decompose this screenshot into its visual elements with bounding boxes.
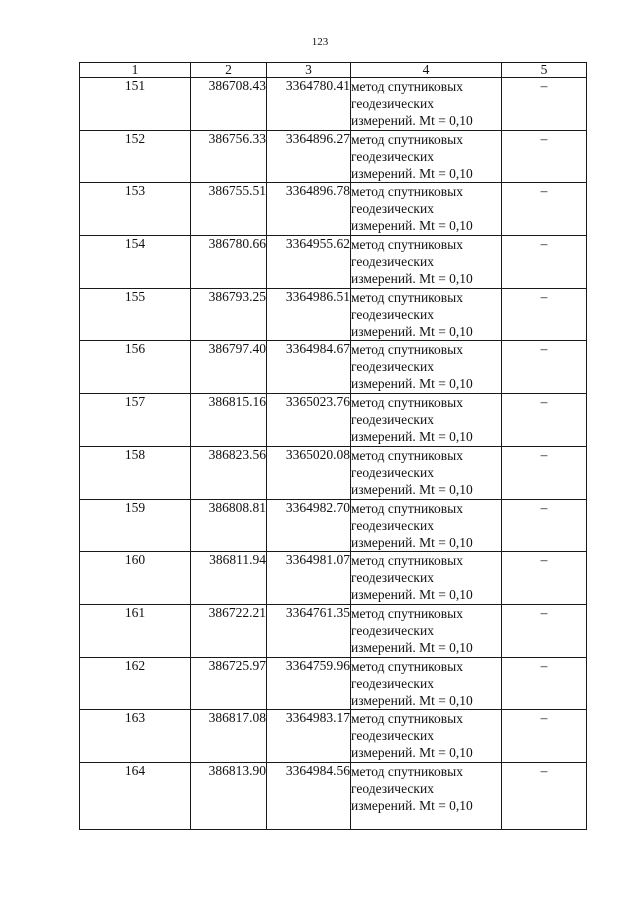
method-line-2: геодезических xyxy=(351,412,434,428)
note-cell: – xyxy=(502,710,587,763)
method-line-2: геодезических xyxy=(351,201,434,217)
table-row xyxy=(80,657,587,710)
note-cell: – xyxy=(502,657,587,710)
method-line-1: метод спутниковых xyxy=(351,131,463,147)
coordinate-y: 3364981.07 xyxy=(267,552,351,605)
point-number: 162 xyxy=(80,657,191,710)
table-row xyxy=(80,552,587,605)
column-header-2: 2 xyxy=(191,63,267,78)
method-line-1: метод спутниковых xyxy=(351,447,463,463)
coordinate-y: 3364986.51 xyxy=(267,288,351,341)
method-cell xyxy=(351,130,502,183)
table-row xyxy=(80,288,587,341)
method-cell xyxy=(351,552,502,605)
point-number: 163 xyxy=(80,710,191,763)
column-header-1: 1 xyxy=(80,63,191,78)
note-cell: – xyxy=(502,446,587,499)
coordinate-y: 3364896.27 xyxy=(267,130,351,183)
point-number: 151 xyxy=(80,78,191,131)
method-line-3: измерений. Mt = 0,10 xyxy=(351,323,473,339)
method-cell xyxy=(351,78,502,131)
coordinate-y: 3364982.70 xyxy=(267,499,351,552)
method-line-2: геодезических xyxy=(351,306,434,322)
coordinate-y: 3364896.78 xyxy=(267,183,351,236)
method-cell xyxy=(351,394,502,447)
method-line-1: метод спутниковых xyxy=(351,658,463,674)
table-row xyxy=(80,394,587,447)
method-line-3: измерений. Mt = 0,10 xyxy=(351,534,473,550)
method-cell xyxy=(351,236,502,289)
table-body xyxy=(80,78,587,830)
note-cell: – xyxy=(502,394,587,447)
coordinate-x: 386756.33 xyxy=(191,130,267,183)
method-line-2: геодезических xyxy=(351,622,434,638)
method-line-2: геодезических xyxy=(351,780,434,796)
point-number: 154 xyxy=(80,236,191,289)
point-number: 157 xyxy=(80,394,191,447)
method-line-3: измерений. Mt = 0,10 xyxy=(351,376,473,392)
coordinate-y: 3365023.76 xyxy=(267,394,351,447)
note-cell: – xyxy=(502,183,587,236)
table-row xyxy=(80,710,587,763)
point-number: 161 xyxy=(80,604,191,657)
method-line-3: измерений. Mt = 0,10 xyxy=(351,429,473,445)
coordinate-x: 386780.66 xyxy=(191,236,267,289)
method-line-1: метод спутниковых xyxy=(351,395,463,411)
coordinate-x: 386813.90 xyxy=(191,762,267,829)
method-line-2: геодезических xyxy=(351,254,434,270)
method-line-1: метод спутниковых xyxy=(351,342,463,358)
note-cell: – xyxy=(502,288,587,341)
method-line-2: геодезических xyxy=(351,464,434,480)
method-line-2: геодезических xyxy=(351,570,434,586)
coordinate-x: 386793.25 xyxy=(191,288,267,341)
point-number: 158 xyxy=(80,446,191,499)
method-cell xyxy=(351,710,502,763)
method-line-3: измерений. Mt = 0,10 xyxy=(351,745,473,761)
method-cell xyxy=(351,288,502,341)
column-header-5: 5 xyxy=(502,63,587,78)
coordinate-y: 3364759.96 xyxy=(267,657,351,710)
table-row xyxy=(80,341,587,394)
note-cell: – xyxy=(502,499,587,552)
method-line-1: метод спутниковых xyxy=(351,763,463,779)
method-cell xyxy=(351,762,502,829)
page-number: 123 xyxy=(311,36,329,48)
table-row xyxy=(80,762,587,829)
table-row xyxy=(80,446,587,499)
method-line-3: измерений. Mt = 0,10 xyxy=(351,165,473,181)
method-cell xyxy=(351,657,502,710)
point-number: 152 xyxy=(80,130,191,183)
method-line-3: измерений. Mt = 0,10 xyxy=(351,271,473,287)
method-line-3: измерений. Mt = 0,10 xyxy=(351,481,473,497)
coordinate-y: 3364984.67 xyxy=(267,341,351,394)
method-line-1: метод спутниковых xyxy=(351,237,463,253)
point-number: 164 xyxy=(80,762,191,829)
coordinate-x: 386817.08 xyxy=(191,710,267,763)
point-number: 160 xyxy=(80,552,191,605)
method-line-3: измерений. Mt = 0,10 xyxy=(351,639,473,655)
method-line-2: геодезических xyxy=(351,148,434,164)
point-number: 153 xyxy=(80,183,191,236)
method-line-3: измерений. Mt = 0,10 xyxy=(351,587,473,603)
table-row xyxy=(80,499,587,552)
coordinate-y: 3364780.41 xyxy=(267,78,351,131)
coordinate-x: 386811.94 xyxy=(191,552,267,605)
method-line-1: метод спутниковых xyxy=(351,184,463,200)
table-row xyxy=(80,130,587,183)
header-row xyxy=(80,63,587,78)
table-row xyxy=(80,236,587,289)
note-cell: – xyxy=(502,604,587,657)
point-number: 159 xyxy=(80,499,191,552)
column-header-4: 4 xyxy=(351,63,502,78)
method-line-2: геодезических xyxy=(351,675,434,691)
method-line-3: измерений. Mt = 0,10 xyxy=(351,797,473,813)
coordinate-x: 386722.21 xyxy=(191,604,267,657)
method-line-3: измерений. Mt = 0,10 xyxy=(351,692,473,708)
note-cell: – xyxy=(502,130,587,183)
point-number: 155 xyxy=(80,288,191,341)
method-line-1: метод спутниковых xyxy=(351,605,463,621)
coordinate-y: 3365020.08 xyxy=(267,446,351,499)
coordinate-y: 3364984.56 xyxy=(267,762,351,829)
table-header xyxy=(80,63,587,78)
note-cell: – xyxy=(502,78,587,131)
note-cell: – xyxy=(502,341,587,394)
method-line-2: геодезических xyxy=(351,359,434,375)
coordinate-y: 3364955.62 xyxy=(267,236,351,289)
coordinate-x: 386808.81 xyxy=(191,499,267,552)
method-cell xyxy=(351,341,502,394)
coordinate-y: 3364761.35 xyxy=(267,604,351,657)
coordinate-x: 386725.97 xyxy=(191,657,267,710)
method-line-1: метод спутниковых xyxy=(351,553,463,569)
method-line-2: геодезических xyxy=(351,96,434,111)
method-cell xyxy=(351,499,502,552)
table-row xyxy=(80,78,587,131)
method-line-1: метод спутниковых xyxy=(351,500,463,516)
method-line-3: измерений. Mt = 0,10 xyxy=(351,113,473,128)
method-cell xyxy=(351,446,502,499)
method-line-3: измерений. Mt = 0,10 xyxy=(351,218,473,234)
coordinate-x: 386823.56 xyxy=(191,446,267,499)
method-line-2: геодезических xyxy=(351,517,434,533)
method-line-1: метод спутниковых xyxy=(351,711,463,727)
coordinate-x: 386815.16 xyxy=(191,394,267,447)
method-line-1: метод спутниковых xyxy=(351,79,463,94)
coordinate-y: 3364983.17 xyxy=(267,710,351,763)
note-cell: – xyxy=(502,236,587,289)
method-line-2: геодезических xyxy=(351,728,434,744)
table-row xyxy=(80,183,587,236)
note-cell: – xyxy=(502,552,587,605)
column-header-3: 3 xyxy=(267,63,351,78)
method-line-1: метод спутниковых xyxy=(351,289,463,305)
point-number: 156 xyxy=(80,341,191,394)
table-row xyxy=(80,604,587,657)
method-cell xyxy=(351,604,502,657)
note-cell: – xyxy=(502,762,587,829)
method-cell xyxy=(351,183,502,236)
coordinate-x: 386797.40 xyxy=(191,341,267,394)
coordinates-table xyxy=(79,62,587,830)
coordinate-x: 386755.51 xyxy=(191,183,267,236)
coordinate-x: 386708.43 xyxy=(191,78,267,131)
